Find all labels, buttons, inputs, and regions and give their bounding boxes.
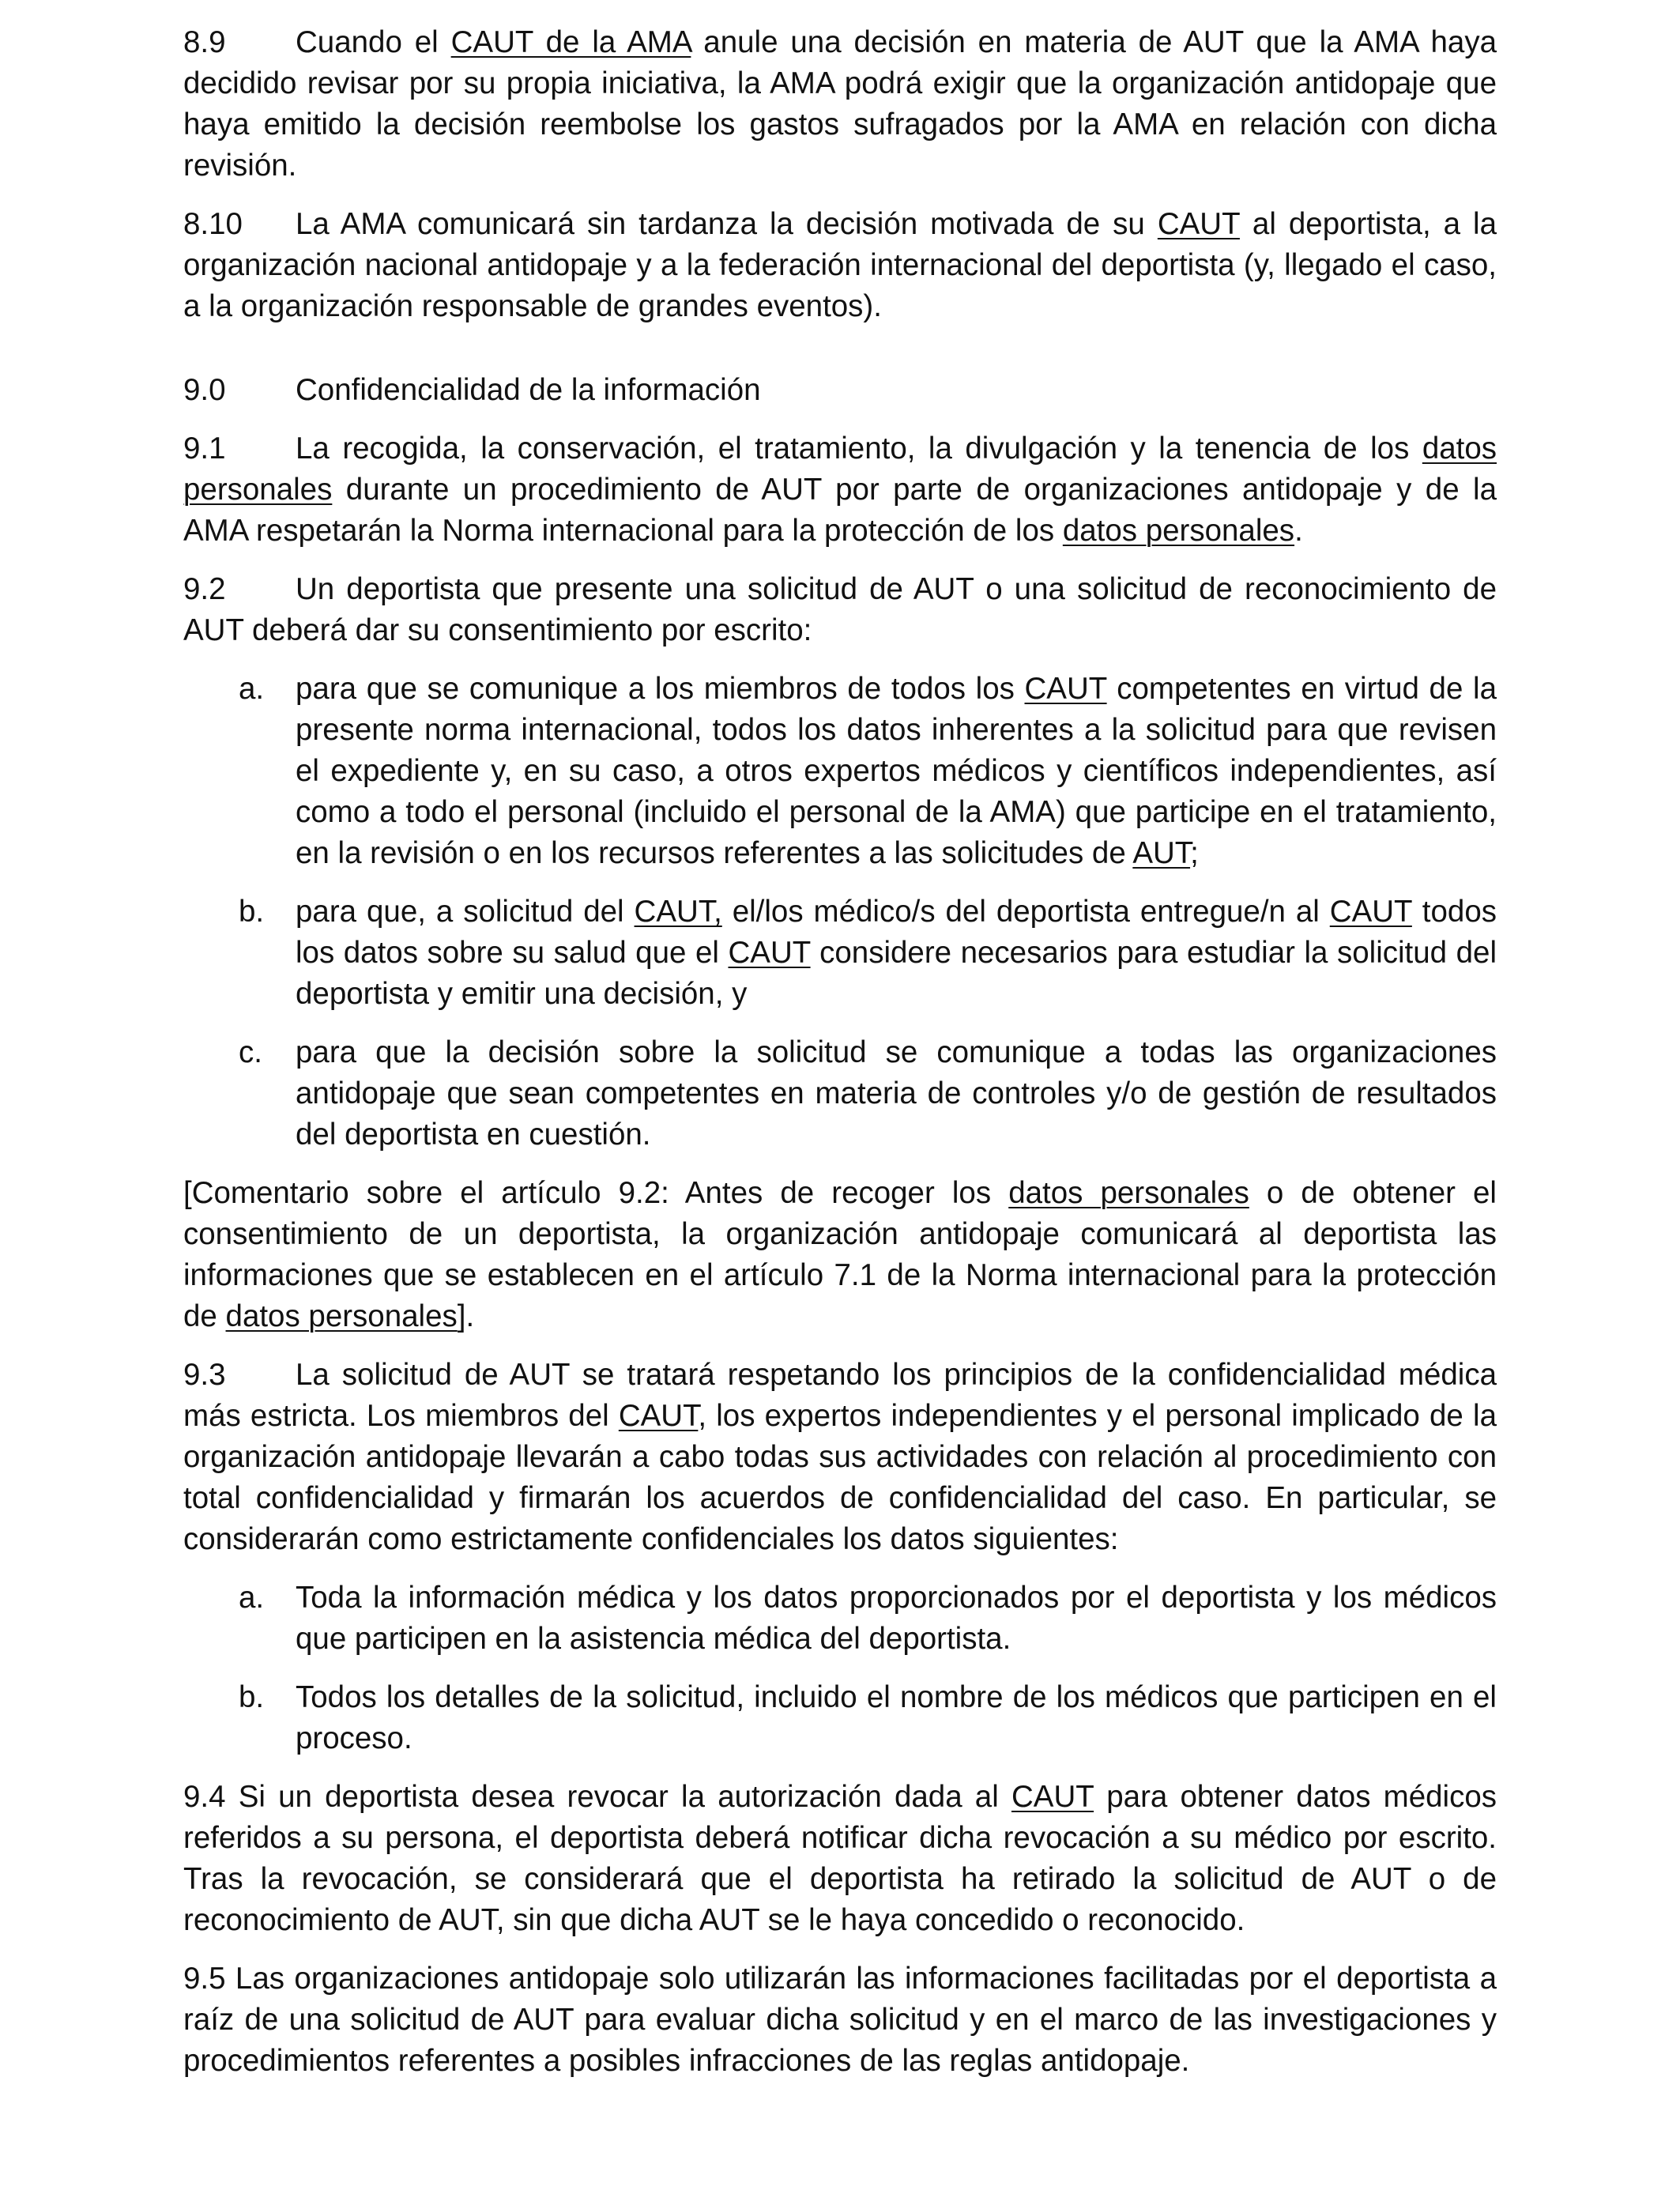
text: anule una decisión en materia de AUT que la AMA haya decidido revisar por su propia iniciativa, la AMA podrá exigir que la organización antidopaje que haya emitido la decisión reembolse los gastos sufragados por la AMA en relación con dicha revisión. <box>183 25 1497 183</box>
text: Cuando el <box>296 25 451 59</box>
text: La recogida, la conservación, el tratamiento, la divulgación y la tenencia de los <box>296 432 1422 466</box>
comment-9-2 <box>183 1173 1497 1337</box>
section-heading-9-0 <box>183 370 1497 411</box>
paragraph-8-9 <box>183 22 1497 187</box>
defined-term: CAUT <box>1157 207 1240 241</box>
text: para que se comunique a los miembros de todos los <box>296 672 1025 706</box>
defined-term: CAUT, <box>634 895 722 929</box>
text: durante un procedimiento de AUT por parte de organizaciones antidopaje y de la AMA respetarán la Norma internacional para la protección de los <box>183 473 1497 548</box>
defined-term: datos personales <box>225 1299 458 1333</box>
list-item-9-2-c <box>183 1032 1497 1155</box>
list-marker: c. <box>239 1035 262 1069</box>
list-item-9-3-a <box>183 1578 1497 1660</box>
paragraph-9-1 <box>183 428 1497 552</box>
text: para obtener datos médicos referidos a su persona, el deportista deberá notificar dicha revocación a su médico por escrito. Tras la revocación, se considerará que el deportista ha retirado la solicitud de AUT o de reconocimiento de AUT, sin que dicha AUT se le haya concedido o reconocido. <box>183 1780 1497 1937</box>
text: para que la decisión sobre la solicitud se comunique a todas las organizaciones antidopaje que sean competentes en materia de controles y/o de gestión de resultados del deportista en cuestión. <box>296 1035 1497 1152</box>
defined-term: datos personales <box>1062 514 1295 548</box>
paragraph-9-3 <box>183 1355 1497 1560</box>
defined-term: AUT <box>1132 836 1191 870</box>
clause-number: 8.10 <box>183 207 243 241</box>
paragraph-8-10 <box>183 204 1497 327</box>
text: todos los datos sobre su salud que el <box>296 895 1497 970</box>
list-marker: a. <box>239 1581 265 1615</box>
document-page <box>183 22 1497 2099</box>
text: Un deportista que presente una solicitud de AUT o una solicitud de reconocimiento de AUT deberá dar su consentimiento por escrito: <box>183 572 1497 647</box>
text: el/los médico/s del deportista entregue/n al <box>721 895 1330 929</box>
text: , los expertos independientes y el personal implicado de la organización antidopaje llevarán a cabo todas sus actividades con relación al procedimiento con total confidencialidad y firmarán los acuerdos de confidencialidad del caso. En particular, se considerarán como estrictamente confidenciales los datos siguientes: <box>183 1399 1497 1556</box>
defined-term: CAUT <box>1329 895 1412 929</box>
list-item-9-2-b <box>183 892 1497 1015</box>
text: o de obtener el consentimiento de un deportista, la organización antidopaje comunicará al deportista las informaciones que se establecen en el artículo 7.1 de la Norma internacional para la protección de <box>183 1176 1497 1333</box>
section-title: Confidencialidad de la información <box>296 373 761 407</box>
defined-term: CAUT <box>618 1399 699 1433</box>
list-marker: b. <box>239 1680 265 1714</box>
defined-term: CAUT <box>728 936 811 970</box>
text: competentes en virtud de la presente norma internacional, todos los datos inherentes a la solicitud para que revisen el expediente y, en su caso, a otros expertos médicos y científicos independientes, así como a todo el personal (incluido el personal de la AMA) que participe en el tratamiento, en la revisión o en los recursos referentes a las solicitudes de <box>296 672 1497 870</box>
defined-term: datos personales <box>1008 1176 1249 1210</box>
defined-term: CAUT de la AMA <box>450 25 691 59</box>
list-marker: b. <box>239 895 265 929</box>
text: . <box>1294 514 1303 548</box>
text: para que, a solicitud del <box>296 895 635 929</box>
list-item-9-2-a <box>183 669 1497 874</box>
text: ]. <box>457 1299 475 1333</box>
text: [Comentario sobre el artículo 9.2: Antes de recoger los <box>183 1176 1009 1210</box>
text: al deportista, a la organización nacional antidopaje y a la federación internacional del deportista (y, llegado el caso, a la organización responsable de grandes eventos). <box>183 207 1497 323</box>
list-item-9-3-b <box>183 1677 1497 1759</box>
text: La AMA comunicará sin tardanza la decisión motivada de su <box>296 207 1158 241</box>
defined-term: CAUT <box>1011 1780 1094 1814</box>
text: La solicitud de AUT se tratará respetando los principios de la confidencialidad médica más estricta. Los miembros del <box>183 1358 1497 1433</box>
clause-number: 9.2 <box>183 572 226 606</box>
defined-term: CAUT <box>1024 672 1107 706</box>
text: 9.4 Si un deportista desea revocar la autorización dada al <box>183 1780 1011 1814</box>
text: 9.5 Las organizaciones antidopaje solo utilizarán las informaciones facilitadas por el deportista a raíz de una solicitud de AUT para evaluar dicha solicitud y en el marco de las investigaciones y procedimientos referentes a posibles infracciones de las reglas antidopaje. <box>183 1962 1497 2078</box>
clause-number: 8.9 <box>183 25 226 59</box>
text: Toda la información médica y los datos proporcionados por el deportista y los médicos que participen en la asistencia médica del deportista. <box>296 1581 1497 1656</box>
list-marker: a. <box>239 672 265 706</box>
clause-number: 9.1 <box>183 432 226 466</box>
clause-number: 9.3 <box>183 1358 226 1392</box>
text: Todos los detalles de la solicitud, incluido el nombre de los médicos que participen en el proceso. <box>296 1680 1497 1755</box>
text: considere necesarios para estudiar la solicitud del deportista y emitir una decisión, y <box>296 936 1497 1011</box>
clause-number: 9.0 <box>183 373 226 407</box>
paragraph-9-5 <box>183 1958 1497 2082</box>
defined-term: datos personales <box>183 432 1497 507</box>
paragraph-9-2 <box>183 569 1497 651</box>
text: ; <box>1190 836 1199 870</box>
paragraph-9-4 <box>183 1777 1497 1941</box>
